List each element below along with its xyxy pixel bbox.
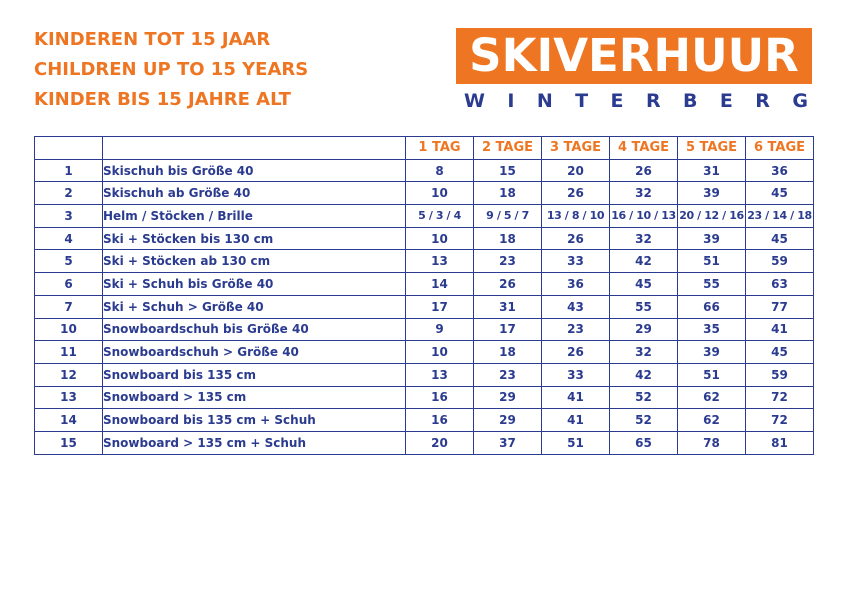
row-price: 23 / 14 / 18	[746, 205, 814, 228]
row-number: 12	[35, 363, 103, 386]
row-price: 18	[474, 182, 542, 205]
logo-letter: T	[575, 90, 589, 112]
table-row	[35, 341, 814, 364]
logo-letter: R	[755, 90, 770, 112]
header-nr	[35, 137, 103, 160]
heading-dutch: KINDEREN TOT 15 JAAR	[34, 29, 271, 50]
row-price: 29	[474, 409, 542, 432]
row-price: 17	[406, 295, 474, 318]
logo-letter: E	[610, 90, 624, 112]
logo-letter: G	[792, 90, 808, 112]
table-row	[35, 182, 814, 205]
row-price: 32	[610, 227, 678, 250]
heading-german: KINDER BIS 15 JAHRE ALT	[34, 89, 291, 110]
header-col: 6 TAGE	[746, 137, 814, 160]
logo-subtitle	[456, 88, 812, 114]
table-header-row	[35, 137, 814, 160]
row-price: 9	[406, 318, 474, 341]
row-price: 20	[406, 431, 474, 454]
row-price: 8	[406, 159, 474, 182]
table-row	[35, 295, 814, 318]
row-item: Snowboard bis 135 cm + Schuh	[103, 409, 406, 432]
row-price: 42	[610, 250, 678, 273]
row-price: 26	[542, 341, 610, 364]
header-col: 5 TAGE	[678, 137, 746, 160]
row-price: 52	[610, 386, 678, 409]
row-number: 3	[35, 205, 103, 228]
row-number: 10	[35, 318, 103, 341]
table-row	[35, 318, 814, 341]
row-number: 14	[35, 409, 103, 432]
row-price: 20 / 12 / 16	[678, 205, 746, 228]
row-price: 51	[678, 363, 746, 386]
row-price: 36	[746, 159, 814, 182]
row-number: 13	[35, 386, 103, 409]
row-price: 41	[542, 386, 610, 409]
row-price: 26	[610, 159, 678, 182]
row-price: 78	[678, 431, 746, 454]
row-price: 36	[542, 273, 610, 296]
row-price: 55	[678, 273, 746, 296]
row-price: 39	[678, 227, 746, 250]
row-item: Ski + Stöcken ab 130 cm	[103, 250, 406, 273]
row-number: 5	[35, 250, 103, 273]
heading-block	[34, 25, 308, 115]
row-price: 15	[474, 159, 542, 182]
row-price: 32	[610, 341, 678, 364]
table-row	[35, 227, 814, 250]
row-price: 51	[542, 431, 610, 454]
row-price: 16	[406, 409, 474, 432]
row-price: 41	[746, 318, 814, 341]
header-col: 2 TAGE	[474, 137, 542, 160]
row-number: 6	[35, 273, 103, 296]
row-price: 39	[678, 182, 746, 205]
row-item: Snowboardschuh bis Größe 40	[103, 318, 406, 341]
row-price: 5 / 3 / 4	[406, 205, 474, 228]
row-price: 39	[678, 341, 746, 364]
row-price: 29	[610, 318, 678, 341]
row-price: 20	[542, 159, 610, 182]
row-price: 13 / 8 / 10	[542, 205, 610, 228]
row-price: 18	[474, 227, 542, 250]
row-price: 72	[746, 386, 814, 409]
row-number: 4	[35, 227, 103, 250]
row-price: 62	[678, 386, 746, 409]
table-row	[35, 250, 814, 273]
logo-letter: W	[464, 90, 485, 112]
row-price: 72	[746, 409, 814, 432]
row-item: Snowboardschuh > Größe 40	[103, 341, 406, 364]
row-price: 65	[610, 431, 678, 454]
row-price: 55	[610, 295, 678, 318]
row-price: 35	[678, 318, 746, 341]
row-price: 31	[678, 159, 746, 182]
logo-title: SKIVERHUUR	[456, 28, 812, 84]
row-price: 43	[542, 295, 610, 318]
row-price: 66	[678, 295, 746, 318]
row-number: 1	[35, 159, 103, 182]
row-price: 45	[746, 341, 814, 364]
row-price: 10	[406, 341, 474, 364]
logo-letter: R	[645, 90, 661, 112]
row-price: 32	[610, 182, 678, 205]
table-row	[35, 159, 814, 182]
row-price: 29	[474, 386, 542, 409]
row-price: 59	[746, 250, 814, 273]
table-row	[35, 205, 814, 228]
row-price: 10	[406, 182, 474, 205]
row-price: 16 / 10 / 13	[610, 205, 678, 228]
row-price: 13	[406, 363, 474, 386]
row-item: Snowboard bis 135 cm	[103, 363, 406, 386]
table-row	[35, 409, 814, 432]
row-price: 51	[678, 250, 746, 273]
row-price: 16	[406, 386, 474, 409]
row-price: 52	[610, 409, 678, 432]
row-item: Ski + Schuh bis Größe 40	[103, 273, 406, 296]
row-price: 26	[542, 182, 610, 205]
row-price: 9 / 5 / 7	[474, 205, 542, 228]
header-col: 1 TAG	[406, 137, 474, 160]
header-col: 3 TAGE	[542, 137, 610, 160]
row-price: 33	[542, 363, 610, 386]
header-item	[103, 137, 406, 160]
logo-letter: B	[682, 90, 698, 112]
row-price: 31	[474, 295, 542, 318]
row-price: 26	[542, 227, 610, 250]
row-price: 13	[406, 250, 474, 273]
row-price: 33	[542, 250, 610, 273]
header-col: 4 TAGE	[610, 137, 678, 160]
table-row	[35, 431, 814, 454]
row-item: Ski + Schuh > Größe 40	[103, 295, 406, 318]
row-price: 41	[542, 409, 610, 432]
row-price: 18	[474, 341, 542, 364]
row-item: Snowboard > 135 cm + Schuh	[103, 431, 406, 454]
heading-english: CHILDREN UP TO 15 YEARS	[34, 59, 309, 80]
row-price: 23	[474, 363, 542, 386]
row-price: 10	[406, 227, 474, 250]
logo-letter: E	[719, 90, 733, 112]
row-price: 62	[678, 409, 746, 432]
price-table	[34, 136, 814, 455]
row-item: Skischuh bis Größe 40	[103, 159, 406, 182]
row-price: 42	[610, 363, 678, 386]
row-item: Ski + Stöcken bis 130 cm	[103, 227, 406, 250]
table-row	[35, 363, 814, 386]
row-price: 81	[746, 431, 814, 454]
row-price: 77	[746, 295, 814, 318]
row-price: 23	[474, 250, 542, 273]
row-price: 45	[610, 273, 678, 296]
table-row	[35, 386, 814, 409]
row-price: 59	[746, 363, 814, 386]
row-price: 26	[474, 273, 542, 296]
row-item: Helm / Stöcken / Brille	[103, 205, 406, 228]
row-price: 45	[746, 227, 814, 250]
logo-letter: I	[507, 90, 515, 112]
row-number: 2	[35, 182, 103, 205]
table-row	[35, 273, 814, 296]
row-number: 7	[35, 295, 103, 318]
row-number: 11	[35, 341, 103, 364]
row-number: 15	[35, 431, 103, 454]
row-price: 23	[542, 318, 610, 341]
row-price: 17	[474, 318, 542, 341]
row-item: Skischuh ab Größe 40	[103, 182, 406, 205]
row-price: 63	[746, 273, 814, 296]
row-price: 37	[474, 431, 542, 454]
row-item: Snowboard > 135 cm	[103, 386, 406, 409]
row-price: 45	[746, 182, 814, 205]
row-price: 14	[406, 273, 474, 296]
logo-letter: N	[536, 90, 553, 112]
